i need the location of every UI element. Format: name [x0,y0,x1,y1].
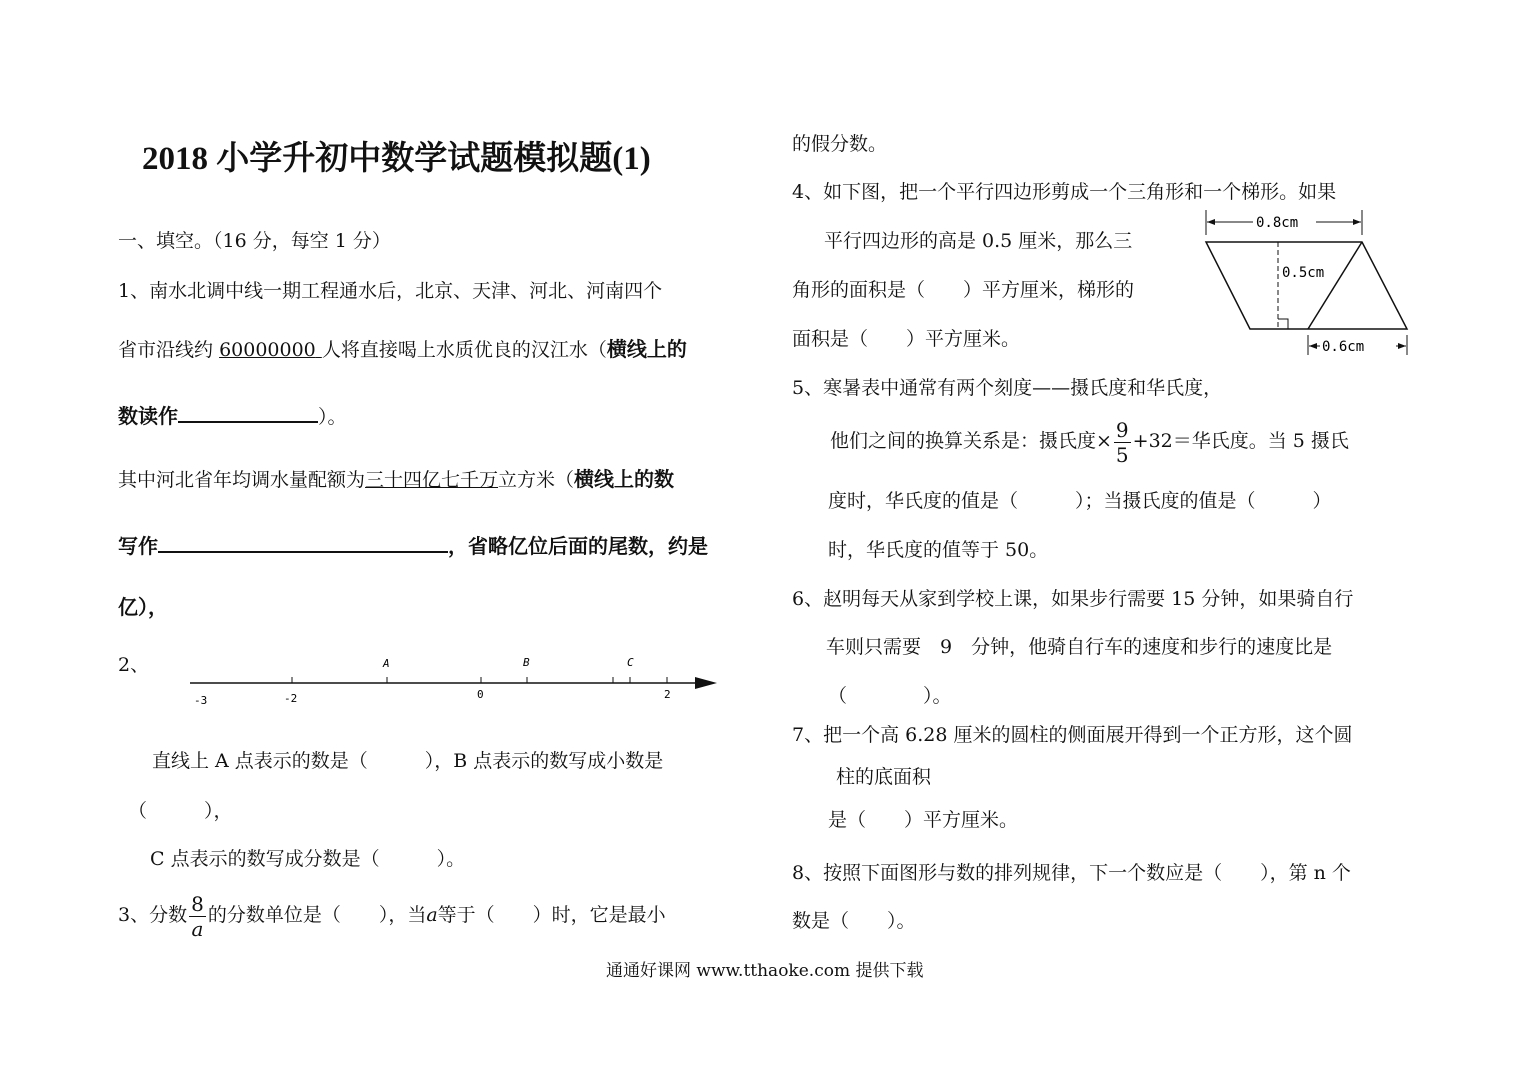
q1-line5 [118,533,708,558]
tick-label: -3 [194,694,208,707]
number-line-figure [180,648,725,710]
tick-label: 2 [664,688,671,701]
q5-line4: 时，华氏度的值等于 50。 [828,539,1049,561]
q8-line1: 8、按照下面图形与数的排列规律，下一个数应是（ ），第 n 个 [792,862,1351,884]
q6-line3: （ ）。 [828,685,952,707]
section-heading: 一、填空。（16 分，每空 1 分） [118,230,391,252]
fig-height-label: 0.5cm [1282,265,1325,281]
parallelogram-outline [1206,242,1407,329]
q2-label: 2、 [118,654,150,676]
q1-l3-a: 数读作 [118,404,178,428]
q4-line4: 面积是（ ）平方厘米。 [792,328,1021,350]
q1-line6: 亿）， [118,595,168,619]
q5-line2 [830,412,1349,470]
fig-bottom-label: 0.6cm [1322,339,1365,355]
cut-line [1308,242,1362,329]
q1-l2-c: 横线上的 [606,337,687,361]
q3-var: a [426,904,438,926]
q2-line3: C 点表示的数写成分数是（ ）。 [150,848,466,870]
q3-a: 3、分数 [118,904,188,926]
q3-b: 的分数单位是（ ），当 [207,904,427,926]
dim-arrow-icon [1309,343,1317,349]
q4-line1: 4、如下图，把一个平行四边形剪成一个三角形和一个梯形。如果 [792,181,1337,203]
q1-l5-a: 写作 [118,534,158,558]
dim-arrow-icon [1353,219,1361,225]
tick-label: -2 [284,692,298,705]
q7-line2: 柱的底面积 [836,766,932,788]
q5-line1: 5、寒暑表中通常有两个刻度——摄氏度和华氏度， [792,377,1223,399]
footer-credit: 通通好课网 www.tthaoke.com 提供下载 [606,961,924,981]
q8-line2: 数是（ ）。 [792,910,916,932]
arrow-icon [695,677,717,689]
point-label: A [383,657,390,670]
q1-line4 [118,468,674,491]
q4-line3: 角形的面积是（ ）平方厘米，梯形的 [792,279,1135,301]
q1-l4-c: 横线上的数 [574,467,675,491]
q1-l3-b: ）。 [318,406,347,428]
q5-fraction: $\frac{9}{5}$ [1115,417,1129,467]
parallelogram-figure [1198,205,1420,360]
q5-l2-b: +32＝华氏度。当 5 摄氏 [1132,430,1349,452]
q3-fraction: $\frac{8}{a}$ [191,891,204,941]
q1-blank-2[interactable] [158,533,448,553]
q1-blank-1[interactable] [178,403,318,423]
right-angle-mark [1278,319,1288,329]
dim-arrow-icon [1207,219,1215,225]
dim-arrow-icon [1398,343,1406,349]
q1-l2-a: 省市沿线约 [118,339,214,361]
q5-l2-a: 他们之间的换算关系是：摄氏度× [830,430,1112,452]
q5-line3: 度时，华氏度的值是（ ）；当摄氏度的值是（ ） [828,490,1332,512]
fig-top-label: 0.8cm [1256,215,1299,231]
point-label: B [523,656,530,669]
q1-number: 60000000 [219,339,316,361]
q3-c: 等于（ ）时，它是最小 [437,904,666,926]
q1-l4-b: 立方米（ [498,469,575,491]
q1-l5-b: ，省略亿位后面的尾数，约是 [448,534,708,558]
q2-line1: 直线上 A 点表示的数是（ ），B 点表示的数写成小数是 [152,750,664,772]
q3-line [118,886,666,944]
q1-line3 [118,403,347,428]
q1-l4-a: 其中河北省年均调水量配额为 [118,469,366,491]
q7-line3: 是（ ）平方厘米。 [828,809,1019,831]
page-title: 2018 小学升初中数学试题模拟题(1) [142,141,651,177]
q3-continued: 的假分数。 [792,133,888,155]
q2-line2: （ ）， [128,800,233,822]
q1-line2 [118,338,687,361]
q1-l2-b: 人将直接喝上水质优良的汉江水（ [321,339,607,361]
q1-l4-underlined: 三十四亿七千万 [365,469,499,491]
q6-line2: 车则只需要 9 分钟，他骑自行车的速度和步行的速度比是 [826,636,1333,658]
q7-line1: 7、把一个高 6.28 厘米的圆柱的侧面展开得到一个正方形，这个圆 [792,724,1353,746]
q1-line1: 1、南水北调中线一期工程通水后，北京、天津、河北、河南四个 [118,280,663,302]
q6-line1: 6、赵明每天从家到学校上课，如果步行需要 15 分钟，如果骑自行 [792,588,1354,610]
tick-label: 0 [477,688,484,701]
point-label: C [627,656,634,669]
q4-line2: 平行四边形的高是 0.5 厘米，那么三 [824,230,1133,252]
